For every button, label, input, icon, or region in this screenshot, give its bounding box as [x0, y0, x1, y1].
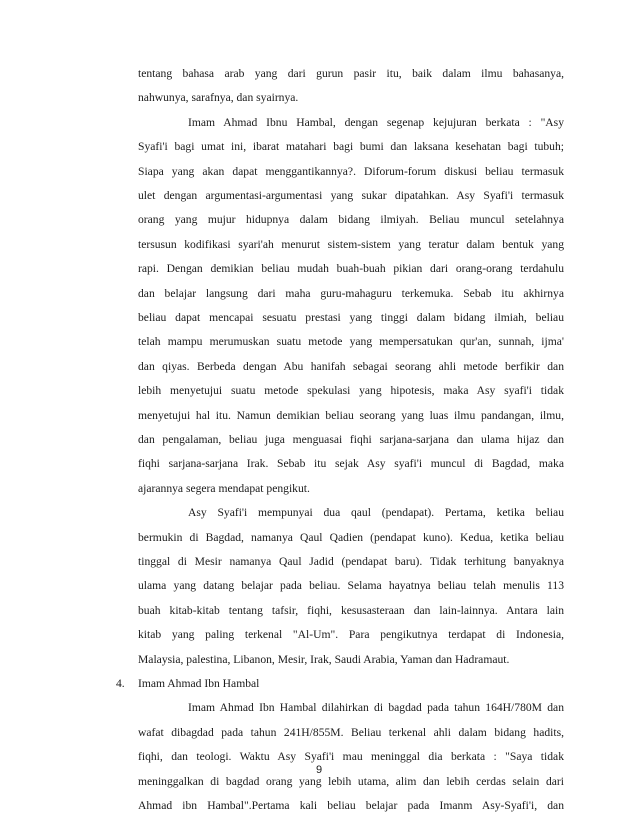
text-line: Imam Ahmad Ibn Hambal dilahirkan di bagdad pada tahun 164H/780M dan [188, 701, 564, 715]
text-line: lebih menyetujui suatu metode spekulasi yang hipotesis, maka Asy syafi'i tidak [138, 384, 564, 398]
section-heading [116, 676, 259, 691]
text-line: buah kitab-kitab tentang tafsir, fiqhi, kesusasteraan dan lain-lainnya. Antara lain [138, 603, 564, 617]
text-line: Siapa yang akan dapat menggantikannya?. Diforum-forum diskusi beliau termasuk [138, 164, 564, 178]
text-line: tinggal di Mesir namanya Qaul Jadid (pendapat baru). Tidak terhitung banyaknya [138, 555, 564, 568]
text-line: wafat dibagdad pada tahun 241H/855M. Beliau terkenal ahli dalam bidang hadits, [138, 725, 564, 739]
text-line: kitab yang paling terkenal "Al-Um". Para pengikutnya terdapat di Indonesia, [138, 628, 564, 642]
text-line: telah mampu merumuskan suatu metode yang mempersatukan qur'an, sunnah, ijma' [138, 335, 564, 349]
text-line: tersusun kodifikasi syari'ah menurut sistem-sistem yang teratur dalam bentuk yang [138, 237, 564, 251]
text-line: rapi. Dengan demikian beliau mudah buah-buah pikian dari orang-orang terdahulu [138, 262, 564, 276]
text-line: meninggalkan di bagdad orang yang lebih utama, alim dan lebih cerdas selain dari [138, 774, 564, 788]
text-line: fiqhi, dan teologi. Waktu Asy Syafi'i mau meninggal dia berkata : "Saya tidak [138, 750, 564, 764]
text-line: dan qiyas. Berbeda dengan Abu hanifah sebagai seorang ahli metode berfikir dan [138, 359, 564, 373]
text-line: Imam Ahmad Ibnu Hambal, dengan segenap kejujuran berkata : "Asy [188, 115, 564, 129]
text-line: tentang bahasa arab yang dari gurun pasir itu, baik dalam ilmu bahasanya, [138, 67, 564, 80]
text-line: dan pengalaman, beliau juga menguasai fiqhi sarjana-sarjana dan ulama hijaz dan [138, 433, 564, 446]
text-line: Asy Syafi'i mempunyai dua qaul (pendapat). Pertama, ketika beliau [188, 506, 564, 520]
text-line: Malaysia, palestina, Libanon, Mesir, Irak, Saudi Arabia, Yaman dan Hadramaut. [138, 652, 510, 666]
page-number: 9 [315, 764, 323, 776]
text-line: Ahmad ibn Hambal".Pertama kali beliau belajar pada Imanm Asy-Syafi'i, dan [138, 799, 564, 812]
text-line: Syafi'i bagi umat ini, ibarat matahari bagi bumi dan laksana kesehatan bagi tubuh; [138, 140, 564, 154]
text-line: nahwunya, sarafnya, dan syairnya. [138, 91, 299, 105]
section-number: 4. [116, 677, 125, 690]
text-line: dan belajar langsung dari maha guru-mahaguru terkemuka. Sebab itu akhirnya [138, 286, 564, 300]
text-line: bermukin di Bagdad, namanya Qaul Qadien (pendapat kuno). Kedua, ketika beliau [138, 530, 564, 544]
text-line: beliau dapat mencapai sesuatu prestasi yang tinggi dalam bidang ilmiah, beliau [138, 311, 564, 324]
text-line: fiqhi sarjana-sarjana Irak. Sebab itu sejak Asy syafi'i muncul di Bagdad, maka [138, 457, 564, 471]
text-line: ulama yang datang belajar pada beliau. Selama hayatnya beliau telah menulis 113 [138, 579, 564, 593]
text-line: ajarannya segera mendapat pengikut. [138, 481, 310, 495]
text-line: orang yang mujur hidupnya dalam bidang ilmiyah. Beliau muncul setelahnya [138, 213, 564, 227]
text-line: menyetujui hal itu. Namun demikian beliau seorang yang luas ilmu pandangan, ilmu, [138, 408, 564, 422]
text-line: ulet dengan argumentasi-argumentasi yang sukar dipatahkan. Asy Syafi'i termasuk [138, 189, 564, 202]
section-title: Imam Ahmad Ibn Hambal [138, 677, 260, 690]
